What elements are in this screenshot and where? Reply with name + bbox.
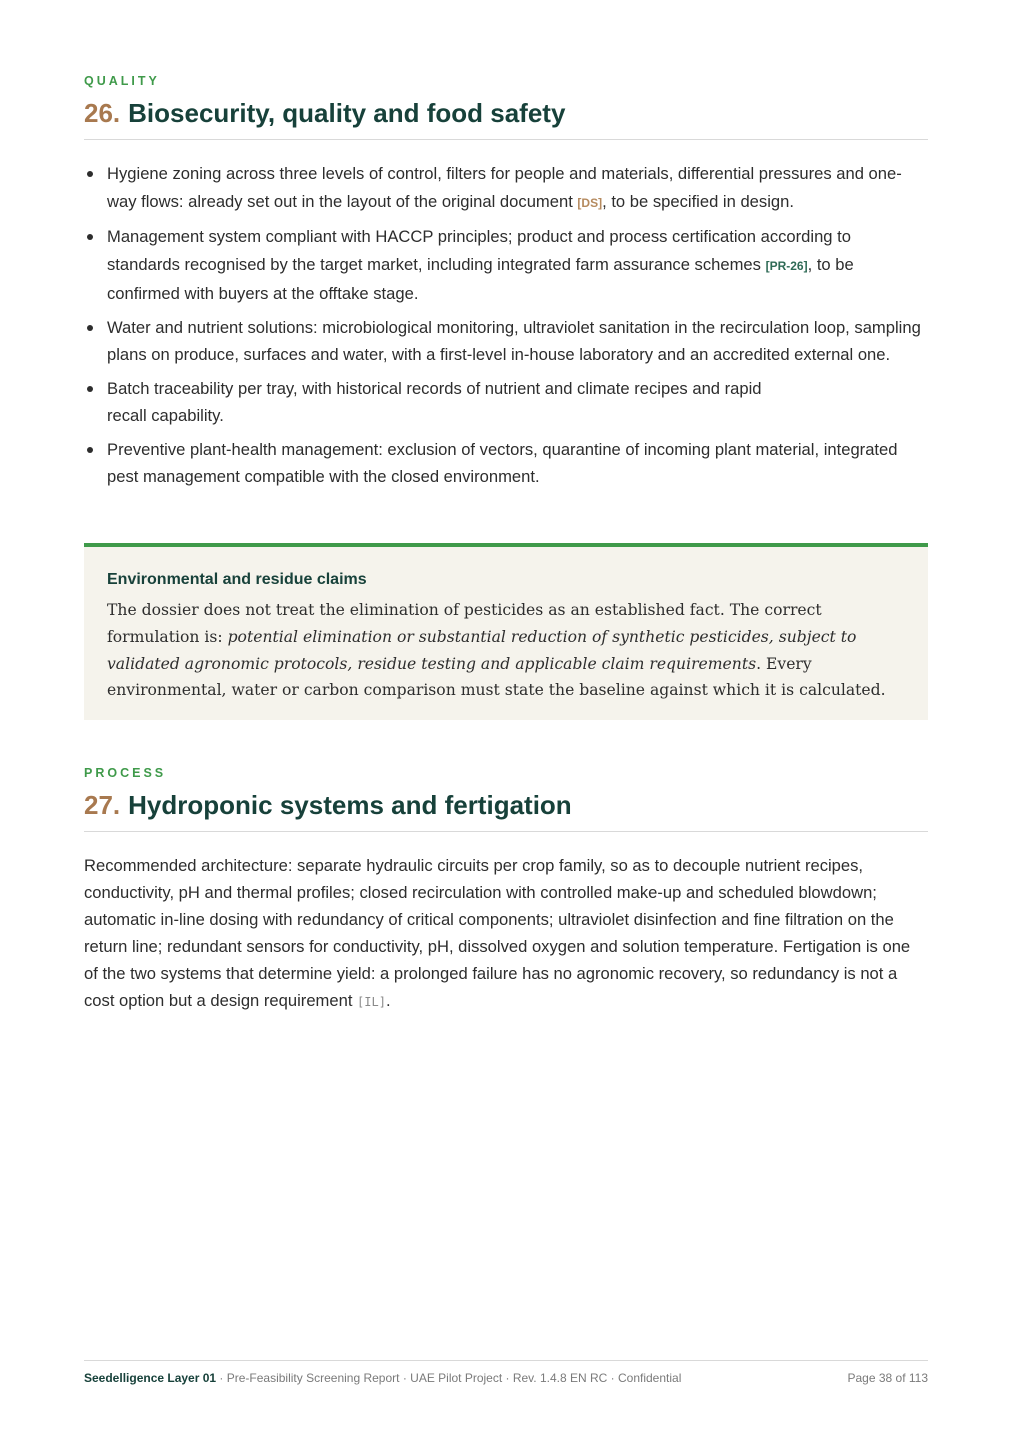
bullet-list: [84, 160, 928, 497]
list-item: Preventive plant-health management: exclusion of vectors, quarantine of incoming plant material, integrated pest management compatible with the closed environment.: [84, 436, 928, 491]
citation-tag: [PR-26]: [765, 258, 808, 273]
callout-emphasis: potential elimination or substantial reduction of synthetic pesticides, subject to validated agronomic protocols, residue testing and applicable claim requirements: [107, 627, 857, 673]
footer-brand: Seedelligence Layer 01: [84, 1371, 217, 1385]
section-heading: [84, 98, 928, 140]
section-number: 26.: [84, 98, 121, 128]
page-footer: [84, 1360, 928, 1385]
body-paragraph: Recommended architecture: separate hydraulic circuits per crop family, so as to decouple nutrient recipes, conductivity, pH and thermal profiles; closed recirculation with controlled make-up and scheduled blowdown; automatic in-line dosing with redundancy of critical components; ultraviolet disinfection and fine filtration on the return line; redundant sensors for conductivity, pH, dissolved oxygen and solution temperature. Fertigation is one of the two systems that determine yield: a prolonged failure has no agronomic recovery, so redundancy is not a cost option but a design requirement [IL].: [84, 856, 911, 1010]
section-kicker: QUALITY: [84, 74, 160, 88]
footer-meta: · Pre-Feasibility Screening Report · UAE Pilot Project · Rev. 1.4.8 EN RC · Confidential: [216, 1371, 682, 1385]
citation-tag: [DS]: [577, 195, 603, 210]
section-title: Biosecurity, quality and food safety: [128, 98, 566, 128]
section-title: Hydroponic systems and fertigation: [128, 790, 572, 820]
section-26: [84, 74, 928, 140]
callout-title: Environmental and residue claims: [107, 571, 367, 588]
page-number: Page 38 of 113: [847, 1371, 928, 1385]
list-item: Batch traceability per tray, with historical records of nutrient and climate recipes and rapid recall capability.: [84, 375, 928, 430]
section-27: [84, 766, 928, 832]
section-heading: [84, 790, 928, 832]
citation-tag: [IL]: [357, 995, 386, 1009]
list-item: Management system compliant with HACCP principles; product and process certification according to standards recognised by the target market, including integrated farm assurance schemes [PR-26], to be confirmed with buyers at the offtake stage.: [84, 223, 928, 308]
section-kicker: PROCESS: [84, 766, 167, 780]
section-number: 27.: [84, 790, 121, 820]
callout-box: [84, 543, 928, 720]
callout-body: The dossier does not treat the elimination of pesticides as an established fact. The correct formulation is: potential elimination or substantial reduction of synthetic pesticides, subject to validated agronomic protocols, residue testing and applicable claim requirements. Every environmental, water or carbon comparison must state the baseline against which it is calculated.: [107, 601, 886, 700]
list-item: Water and nutrient solutions: microbiological monitoring, ultraviolet sanitation in the recirculation loop, sampling plans on produce, surfaces and water, with a first-level in-house laboratory and an accredited external one.: [84, 314, 928, 369]
list-item: Hygiene zoning across three levels of control, filters for people and materials, differential pressures and one-way flows: already set out in the layout of the original document [DS], to be specified in design.: [84, 160, 928, 217]
